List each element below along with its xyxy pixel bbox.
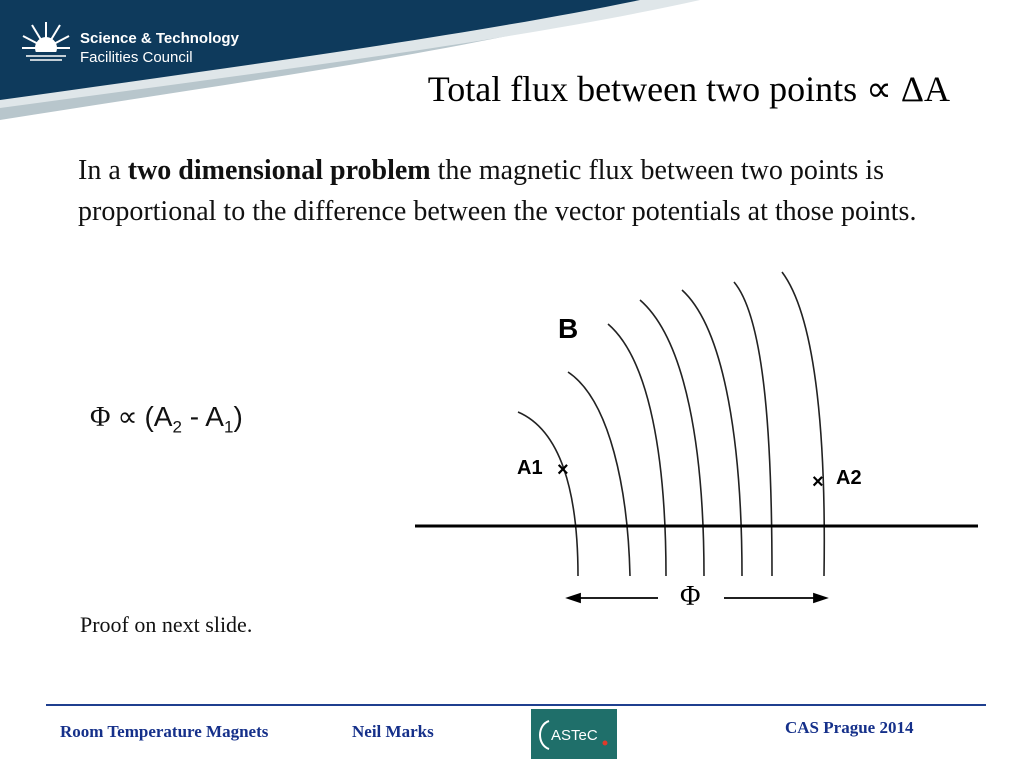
- intro-bold-phrase: two dimensional problem: [127, 155, 431, 186]
- intro-suffix: the magnetic flux between two points is proportional to the difference between the vector potentials at those points.: [78, 155, 917, 227]
- right-arrowhead-icon: [814, 594, 826, 602]
- field-line-1: [518, 412, 578, 576]
- field-line-3: [608, 324, 666, 576]
- footer-rule: [46, 704, 986, 706]
- footer-author: Neil Marks: [352, 722, 434, 741]
- astec-dot-icon: [603, 741, 608, 746]
- point-a1-label: A1: [517, 457, 543, 479]
- field-line-4: [640, 300, 704, 576]
- field-line-5: [682, 290, 742, 576]
- flux-label-phi: Φ: [680, 581, 701, 612]
- flux-formula: [90, 400, 243, 438]
- logo-line-2: Facilities Council: [80, 49, 193, 66]
- formula-mid: - A: [181, 401, 224, 432]
- intro-prefix: In a: [78, 155, 128, 186]
- formula-open: (A: [144, 401, 173, 432]
- footer-course: Room Temperature Magnets: [60, 722, 269, 741]
- stfc-logo: [20, 18, 260, 68]
- formula-phi: Φ: [90, 402, 111, 433]
- left-arrowhead-icon: [568, 594, 580, 602]
- point-a1-marker: ×: [557, 459, 569, 481]
- proof-note: Proof on next slide.: [80, 612, 253, 637]
- formula-proportional: ∝: [117, 402, 138, 433]
- point-a2-marker: ×: [812, 471, 824, 493]
- field-line-7: [782, 272, 824, 576]
- field-label-b: B: [558, 313, 579, 344]
- point-a2-label: A2: [836, 467, 862, 489]
- slide-title: Total flux between two points ∝ ΔA: [427, 69, 950, 109]
- astec-logo: [531, 709, 617, 759]
- intro-paragraph: [78, 150, 958, 232]
- astec-logo-text: ASTeC: [551, 727, 598, 744]
- field-line-6: [734, 282, 772, 576]
- sunburst-icon: [20, 18, 72, 70]
- logo-line-1: Science & Technology: [80, 30, 239, 47]
- formula-close: ): [233, 401, 243, 432]
- footer-event: CAS Prague 2014: [785, 718, 914, 737]
- formula-sub-2: 2: [172, 417, 182, 437]
- flux-diagram: [400, 260, 1000, 620]
- formula-sub-1: 1: [223, 417, 234, 437]
